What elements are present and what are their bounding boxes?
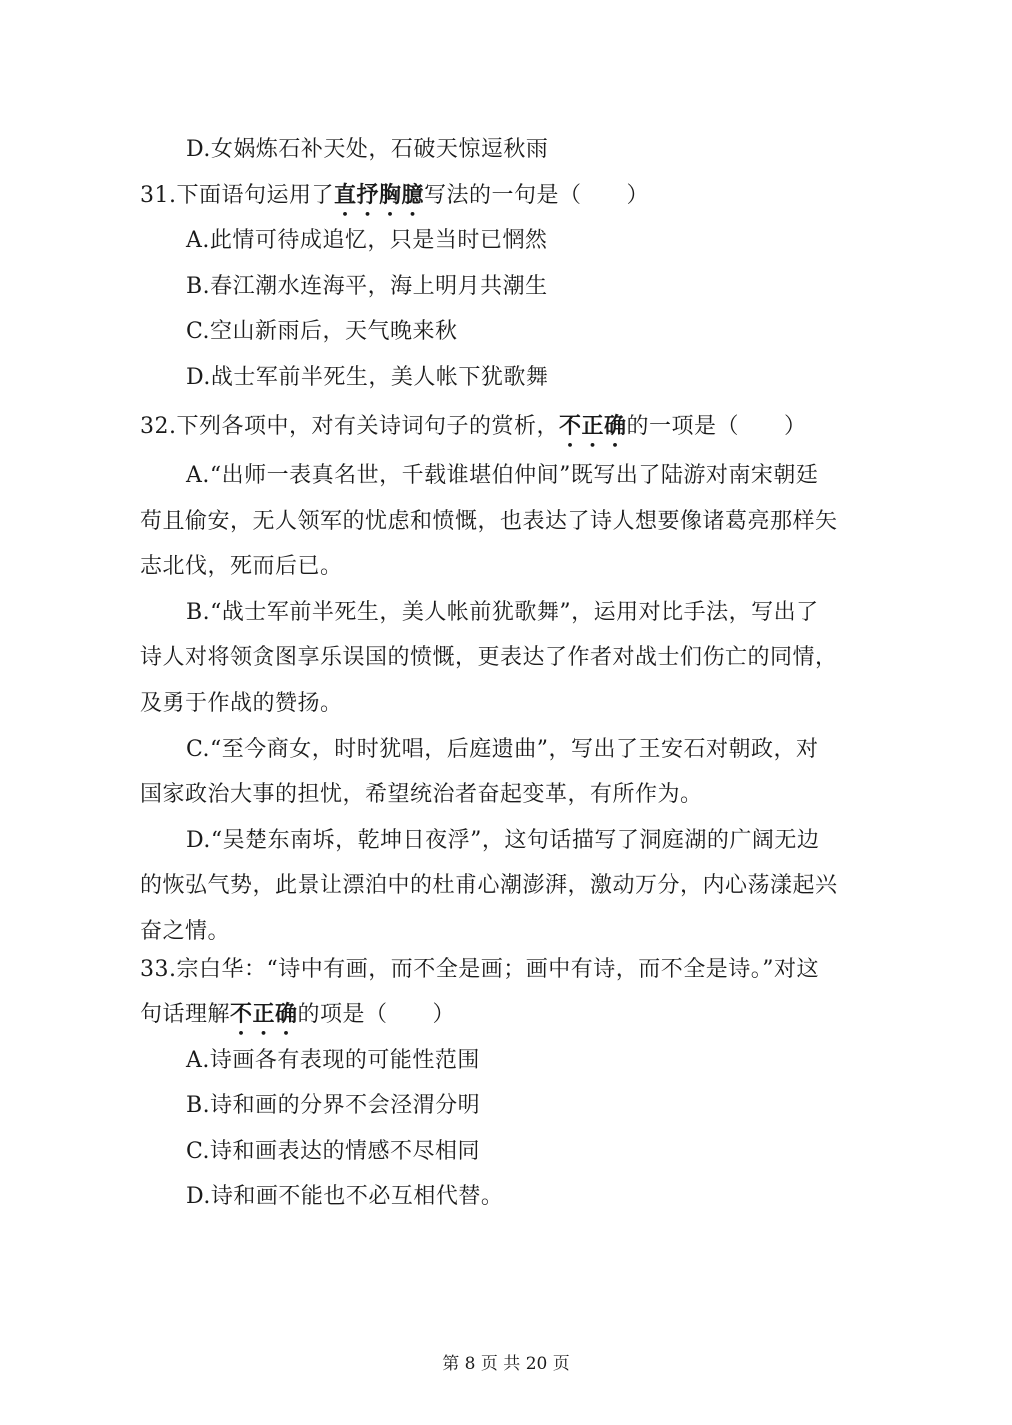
q32-option-c-line2: 国家政治大事的担忧，希望统治者奋起变革，有所作为。 <box>140 782 703 807</box>
q31-option-a: A.此情可待成追忆，只是当时已惘然 <box>186 228 548 253</box>
q32-option-d-line1: D.“吴楚东南坼，乾坤日夜浮”，这句话描写了洞庭湖的广阔无边 <box>186 828 820 853</box>
q32-option-b-line3: 及勇于作战的赞扬。 <box>140 691 343 716</box>
q32-stem-post: 的一项是（ ） <box>626 414 807 439</box>
q30-option-d: D.女娲炼石补天处，石破天惊逗秋雨 <box>186 137 549 162</box>
q31-stem-emphasis: 直抒胸臆 <box>334 183 425 208</box>
q32-option-b-line1: B.“战士军前半死生，美人帐前犹歌舞”，运用对比手法，写出了 <box>186 600 819 625</box>
q31-option-d: D.战士军前半死生，美人帐下犹歌舞 <box>186 365 549 390</box>
q33-stem-line1: 33.宗白华：“诗中有画，而不全是画；画中有诗，而不全是诗。”对这 <box>140 957 819 982</box>
q33-stem-emphasis: 不正确 <box>230 1002 298 1027</box>
q33-option-a: A.诗画各有表现的可能性范围 <box>186 1048 480 1073</box>
q33-option-c: C.诗和画表达的情感不尽相同 <box>186 1139 481 1164</box>
q32-option-a-line1: A.“出师一表真名世，千载谁堪伯仲间”既写出了陆游对南宋朝廷 <box>186 463 819 488</box>
q31-stem-pre: 31.下面语句运用了 <box>140 183 334 208</box>
q32-option-a-line3: 志北伐，死而后已。 <box>140 554 343 579</box>
q33-stem-line2 <box>140 1000 455 1040</box>
q33-stem-post: 的项是（ ） <box>297 1002 456 1027</box>
q31-stem-post: 写法的一句是（ ） <box>424 183 650 208</box>
q32-option-c-line1: C.“至今商女，时时犹唱，后庭遗曲”，写出了王安石对朝政，对 <box>186 737 819 762</box>
q31-stem <box>140 181 649 221</box>
q31-option-b: B.春江潮水连海平，海上明月共潮生 <box>186 274 548 299</box>
q33-option-d: D.诗和画不能也不必互相代替。 <box>186 1184 504 1209</box>
q32-option-a-line2: 苟且偷安，无人领军的忧虑和愤慨，也表达了诗人想要像诸葛亮那样矢 <box>140 509 838 534</box>
q32-option-b-line2: 诗人对将领贪图享乐误国的愤慨，更表达了作者对战士们伤亡的同情， <box>140 645 838 670</box>
q32-option-d-line2: 的恢弘气势，此景让漂泊中的杜甫心潮澎湃，激动万分，内心荡漾起兴 <box>140 873 838 898</box>
page-footer: 第 8 页 共 20 页 <box>442 1354 570 1374</box>
q33-option-b: B.诗和画的分界不会泾渭分明 <box>186 1093 481 1118</box>
q32-stem-emphasis: 不正确 <box>559 414 627 439</box>
q32-stem-pre: 32.下列各项中，对有关诗词句子的赏析， <box>140 414 559 439</box>
q32-option-d-line3: 奋之情。 <box>140 919 231 944</box>
q32-stem <box>140 412 807 452</box>
q33-stem-pre: 句话理解 <box>140 1002 231 1027</box>
q31-option-c: C.空山新雨后，天气晚来秋 <box>186 319 458 344</box>
